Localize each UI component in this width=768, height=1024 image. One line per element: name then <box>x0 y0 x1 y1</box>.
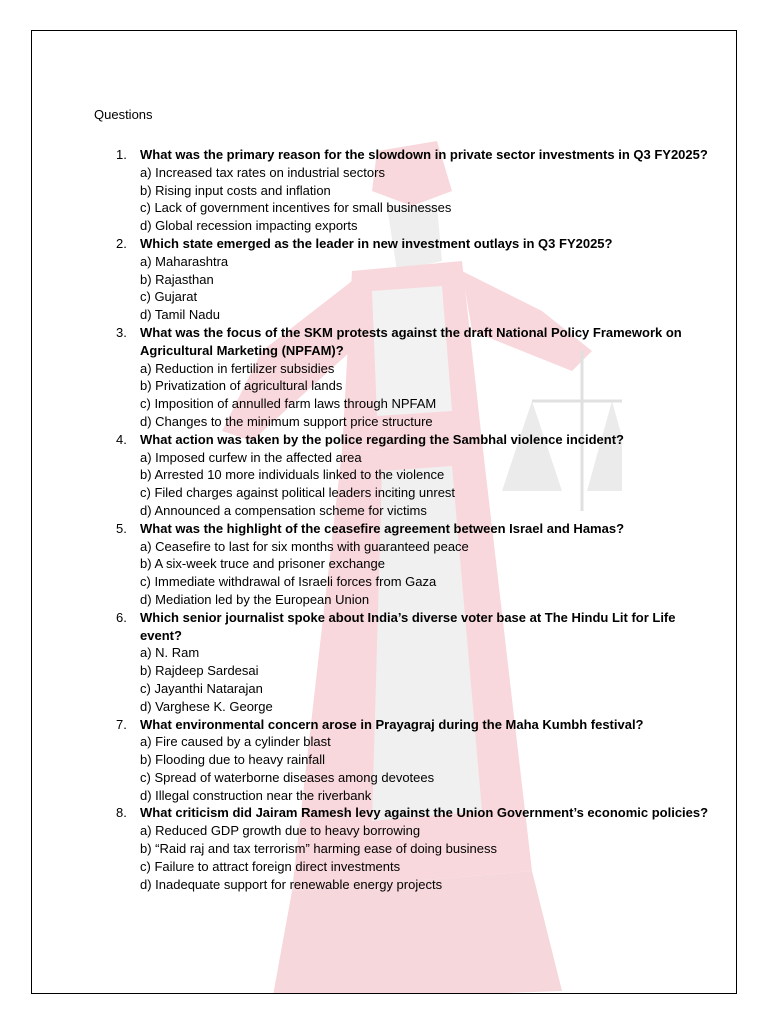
answer-option: c) Spread of waterborne diseases among devotees <box>140 769 435 785</box>
answer-option: a) Reduced GDP growth due to heavy borrowing <box>140 823 421 839</box>
answer-option: b) Rajdeep Sardesai <box>140 663 259 679</box>
answer-option: d) Varghese K. George <box>140 698 273 714</box>
question-number: 3. <box>116 324 127 340</box>
answer-option: a) Ceasefire to last for six months with guaranteed peace <box>140 538 469 554</box>
answer-option: d) Inadequate support for renewable energy projects <box>140 876 443 892</box>
answer-option: b) Privatization of agricultural lands <box>140 378 343 394</box>
answer-option: d) Mediation led by the European Union <box>140 591 370 607</box>
answer-option: c) Jayanthi Natarajan <box>140 680 263 696</box>
answer-option: b) “Raid raj and tax terrorism” harming ease of doing business <box>140 841 497 857</box>
question-number: 4. <box>116 431 127 447</box>
answer-option: d) Illegal construction near the riverbank <box>140 787 372 803</box>
answer-option: b) Rajasthan <box>140 271 214 287</box>
question-number: 5. <box>116 520 127 536</box>
answer-option: d) Global recession impacting exports <box>140 218 358 234</box>
answer-option: a) Fire caused by a cylinder blast <box>140 734 331 750</box>
content <box>94 106 714 893</box>
page-frame <box>31 30 737 994</box>
question-text: What was the focus of the SKM protests against the draft National Policy Framework on Agricultural Marketing (NPFAM)? <box>140 324 682 358</box>
question-item <box>94 716 714 805</box>
question-item <box>94 324 714 431</box>
answer-option: c) Gujarat <box>140 289 198 305</box>
question-item <box>94 431 714 520</box>
question-item <box>94 235 714 324</box>
question-text: Which senior journalist spoke about India’s diverse voter base at The Hindu Lit for Life event? <box>140 609 676 643</box>
question-text: What action was taken by the police regarding the Sambhal violence incident? <box>140 431 624 447</box>
answer-option: a) Imposed curfew in the affected area <box>140 449 362 465</box>
answer-option: c) Filed charges against political leaders inciting unrest <box>140 485 456 501</box>
answer-option: a) N. Ram <box>140 645 200 661</box>
question-list <box>94 146 714 893</box>
question-text: What was the primary reason for the slowdown in private sector investments in Q3 FY2025? <box>140 147 708 162</box>
question-text: What was the highlight of the ceasefire agreement between Israel and Hamas? <box>140 520 625 536</box>
answer-option: a) Maharashtra <box>140 253 229 269</box>
answer-option: d) Tamil Nadu <box>140 307 220 323</box>
answer-option: a) Reduction in fertilizer subsidies <box>140 360 335 376</box>
question-number: 2. <box>116 235 127 251</box>
question-number: 1. <box>116 147 127 162</box>
question-number: 7. <box>116 716 127 732</box>
question-text: Which state emerged as the leader in new investment outlays in Q3 FY2025? <box>140 235 613 251</box>
answer-option: c) Lack of government incentives for small businesses <box>140 200 452 216</box>
question-item <box>94 520 714 609</box>
question-item <box>94 609 714 716</box>
answer-option: c) Immediate withdrawal of Israeli forces from Gaza <box>140 574 437 590</box>
question-number: 8. <box>116 805 127 821</box>
question-item <box>94 804 714 893</box>
answer-option: c) Imposition of annulled farm laws through NPFAM <box>140 396 437 412</box>
question-text: What criticism did Jairam Ramesh levy against the Union Government’s economic policies? <box>140 805 709 821</box>
answer-option: b) Arrested 10 more individuals linked to the violence <box>140 467 445 483</box>
answer-option: d) Announced a compensation scheme for victims <box>140 502 427 518</box>
answer-option: d) Changes to the minimum support price structure <box>140 413 433 429</box>
answer-option: b) A six-week truce and prisoner exchange <box>140 556 385 572</box>
page-heading: Questions <box>94 107 153 122</box>
answer-option: c) Failure to attract foreign direct investments <box>140 858 401 874</box>
question-item <box>94 146 714 235</box>
answer-option: a) Increased tax rates on industrial sectors <box>140 164 385 180</box>
answer-option: b) Flooding due to heavy rainfall <box>140 752 326 768</box>
question-number: 6. <box>116 609 127 625</box>
answer-option: b) Rising input costs and inflation <box>140 182 331 198</box>
question-text: What environmental concern arose in Prayagraj during the Maha Kumbh festival? <box>140 716 644 732</box>
